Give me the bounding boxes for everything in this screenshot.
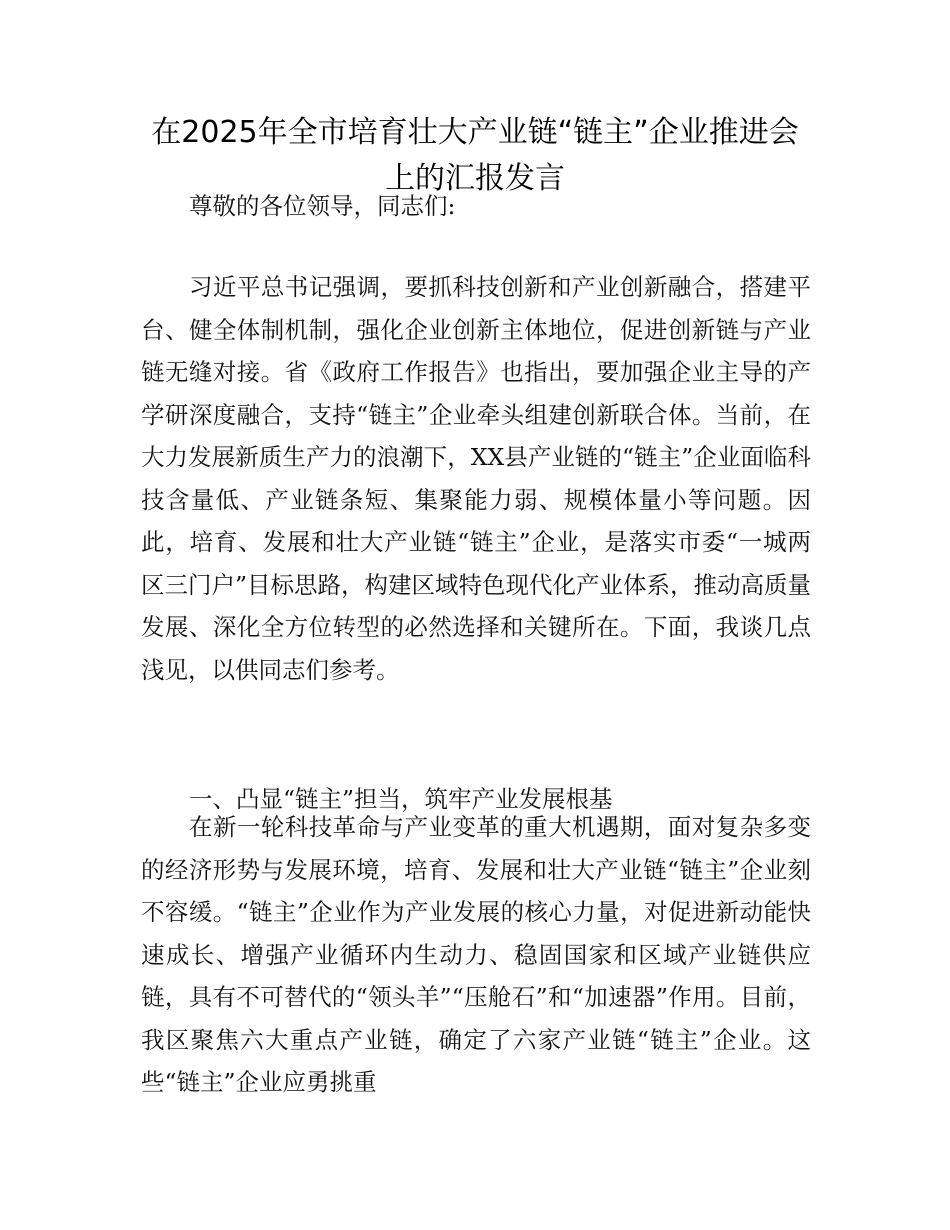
document-title: 在2025年全市培育壮大产业链“链主”企业推进会上的汇报发言: [151, 115, 799, 196]
salutation: 尊敬的各位领导，同志们:: [189, 192, 456, 220]
section-heading-1: 一、凸显“链主”担当，筑牢产业发展根基: [189, 785, 613, 813]
paragraph-intro: 习近平总书记强调，要抓科技创新和产业创新融合，搭建平台、健全体制机制，强化企业创新主体地位，促进创新链与产业链无缝对接。省《政府工作报告》也指出，要加强企业主导的产学研深度融合，支持“链主”企业牵头组建创新联合体。当前，在大力发展新质生产力的浪潮下，XX县产业链的“链主”企业面临科技含量低、产业链条短、集聚能力弱、规模体量小等问题。因此，培育、发展和壮大产业链“链主”企业，是落实市委“一城两区三门户”目标思路，构建区域特色现代化产业体系，推动高质量发展、深化全方位转型的必然选择和关键所在。下面，我谈几点浅见，以供同志们参考。: [141, 273, 812, 684]
paragraph-section-1: 在新一轮科技革命与产业变革的重大机遇期，面对复杂多变的经济形势与发展环境，培育、发展和壮大产业链“链主”企业刻不容缓。“链主”企业作为产业发展的核心力量，对促进新动能快速成长、增强产业循环内生动力、稳固国家和区域产业链供应链，具有不可替代的“领头羊”“压舱石”和“加速器”作用。目前，我区聚焦六大重点产业链，确定了六家产业链“链主”企业。这些“链主”企业应勇挑重: [141, 813, 811, 1096]
